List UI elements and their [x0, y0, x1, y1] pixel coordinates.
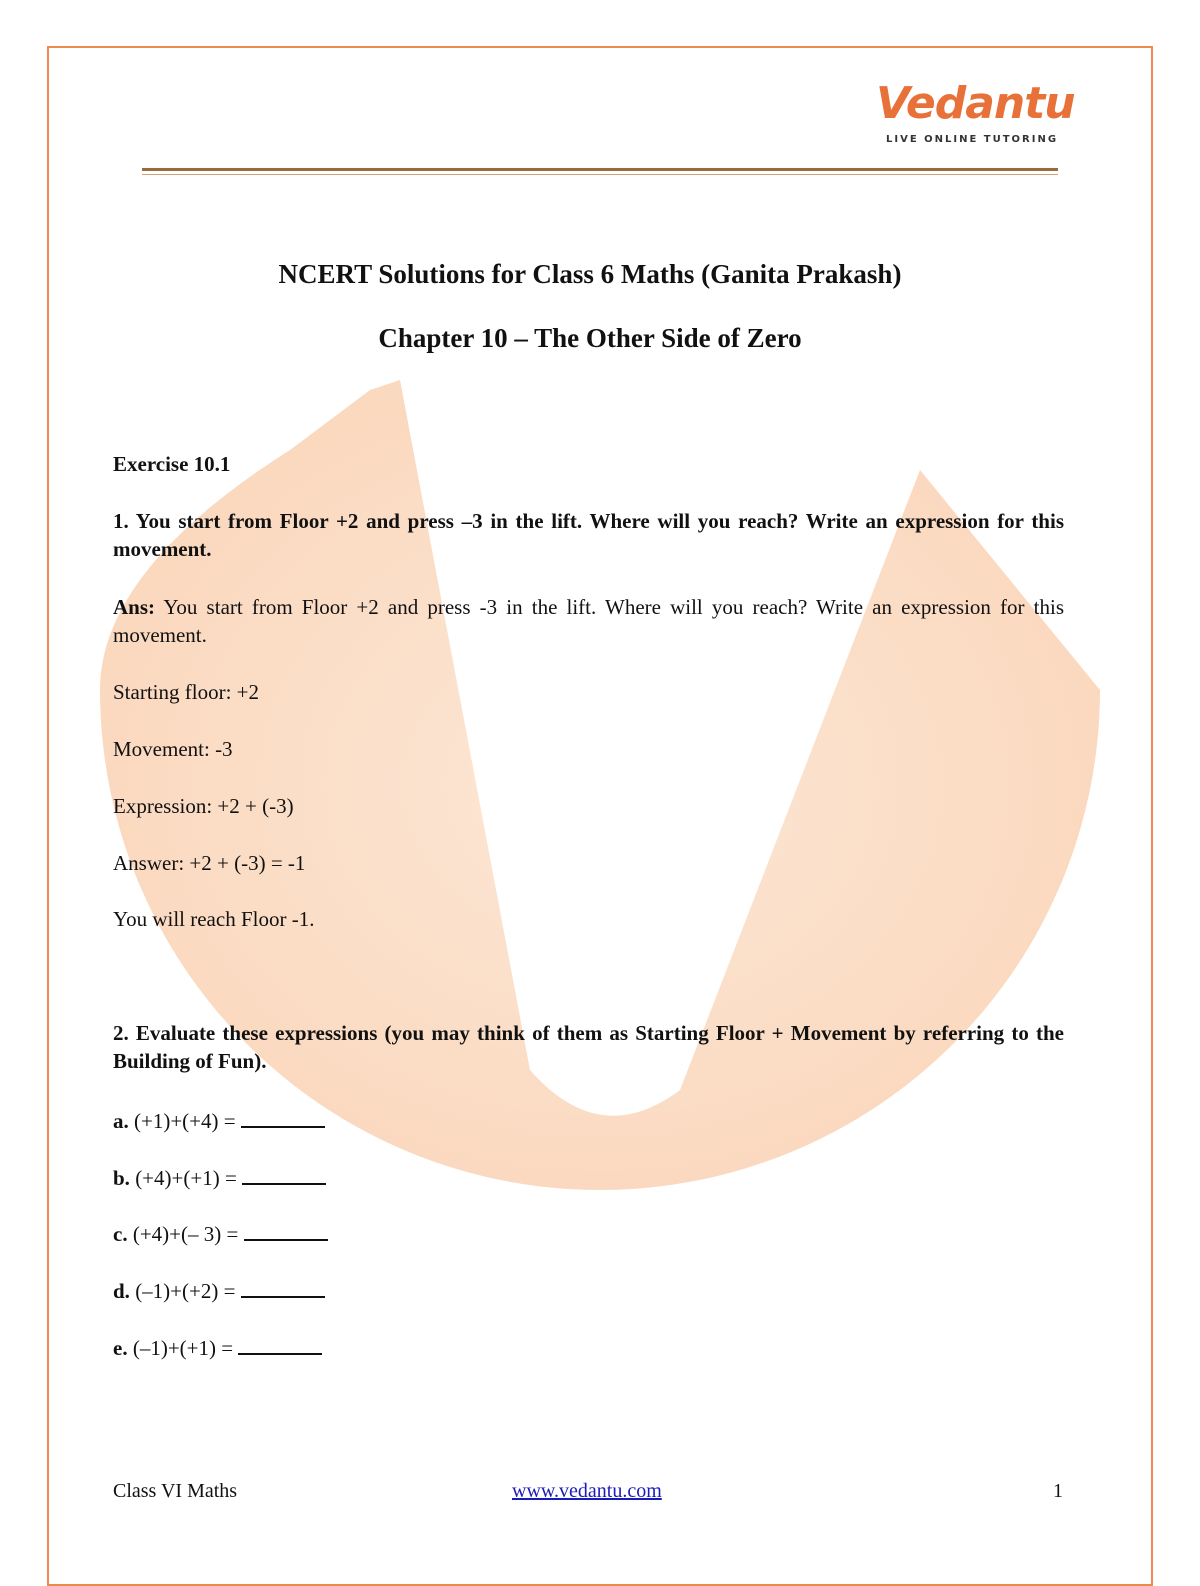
header-divider-thin — [142, 174, 1058, 175]
item-label: b. — [113, 1166, 130, 1190]
question-2-item — [113, 1276, 1064, 1305]
footer-website-link[interactable]: www.vedantu.com — [512, 1480, 662, 1502]
question-2-item — [113, 1333, 1064, 1362]
answer-1-intro — [113, 593, 1064, 649]
item-label: e. — [113, 1336, 128, 1360]
answer-blank — [241, 1276, 325, 1298]
logo-tagline: LIVE ONLINE TUTORING — [886, 134, 1059, 145]
vedantu-logo[interactable] — [868, 78, 1075, 148]
answer-blank — [244, 1219, 328, 1241]
question-2-item — [113, 1106, 1064, 1135]
item-expression: (+4)+(– 3) = — [127, 1222, 244, 1246]
item-expression: (–1)+(+1) = — [127, 1336, 239, 1360]
answer-line: Answer: +2 + (-3) = -1 — [113, 851, 306, 875]
footer-class-label: Class VI Maths — [113, 1480, 238, 1502]
question-1: 1. You start from Floor +2 and press –3 in the lift. Where will you reach? Write an expression for this movement. — [113, 509, 1064, 561]
question-2: 2. Evaluate these expressions (you may think of them as Starting Floor + Movement by referring to the Building of Fun). — [113, 1021, 1064, 1073]
answer-line: Expression: +2 + (-3) — [113, 794, 294, 818]
item-expression: (+4)+(+1) = — [129, 1166, 243, 1190]
logo-wordmark: Vedantu — [876, 78, 1075, 129]
item-expression: (+1)+(+4) = — [128, 1109, 241, 1133]
answer-blank — [241, 1106, 325, 1128]
answer-blank — [238, 1333, 322, 1355]
vedantu-watermark-logo — [100, 370, 1100, 1270]
answer-line: Starting floor: +2 — [113, 680, 259, 704]
item-label: a. — [113, 1109, 129, 1133]
answer-line: You will reach Floor -1. — [113, 907, 315, 931]
answer-1-text: You start from Floor +2 and press -3 in the lift. Where will you reach? Write an expression for this movement. — [113, 595, 1064, 647]
chapter-title: Chapter 10 – The Other Side of Zero — [378, 323, 802, 353]
question-2-item — [113, 1163, 1064, 1192]
answer-line: Movement: -3 — [113, 737, 233, 761]
header-divider — [142, 168, 1058, 171]
footer-page-number: 1 — [1053, 1480, 1063, 1502]
question-2-item — [113, 1219, 1064, 1248]
exercise-heading: Exercise 10.1 — [113, 452, 231, 476]
answer-blank — [242, 1163, 326, 1185]
answer-label: Ans: — [113, 595, 156, 619]
item-expression: (–1)+(+2) = — [129, 1279, 241, 1303]
item-label: d. — [113, 1279, 130, 1303]
item-label: c. — [113, 1222, 128, 1246]
document-title: NCERT Solutions for Class 6 Maths (Ganita Prakash) — [278, 259, 902, 289]
